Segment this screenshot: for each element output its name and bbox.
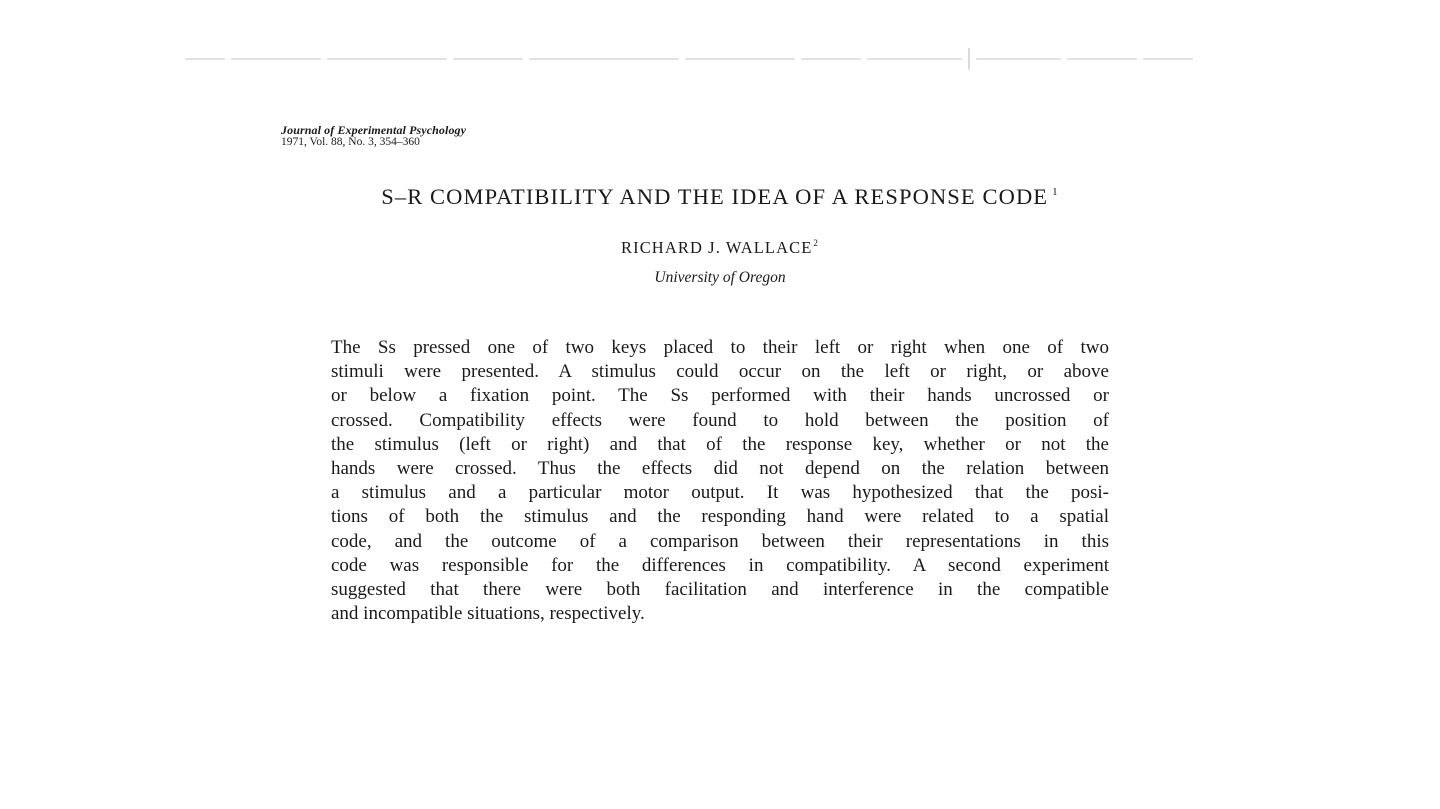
paper-author: [0, 231, 1440, 260]
abstract-line: code was responsible for the differences in compatibility. A second experiment: [331, 554, 1109, 576]
abstract-line: or below a fixation point. The Ss performed with their hands uncrossed or: [331, 385, 1109, 407]
title-footnote-marker: 1: [1052, 186, 1059, 198]
scan-header-artifact: [185, 44, 1245, 74]
abstract-line: stimuli were presented. A stimulus could occur on the left or right, or above: [331, 361, 1109, 383]
abstract: [331, 336, 1109, 626]
abstract-line: suggested that there were both facilitation and interference in the compatible: [331, 578, 1109, 600]
abstract-line: the stimulus (left or right) and that of the response key, whether or not the: [331, 433, 1109, 455]
abstract-line: tions of both the stimulus and the responding hand were related to a spatial: [331, 506, 1109, 528]
author-name: RICHARD J. WALLACE: [621, 238, 813, 257]
journal-citation: [281, 124, 466, 148]
abstract-line: a stimulus and a particular motor output. It was hypothesized that the posi-: [331, 482, 1109, 504]
abstract-line: code, and the outcome of a comparison between their representations in this: [331, 530, 1109, 552]
journal-volume-info: 1971, Vol. 88, No. 3, 354–360: [281, 136, 420, 148]
author-footnote-marker: 2: [813, 238, 819, 248]
paper-title-text: S–R COMPATIBILITY AND THE IDEA OF A RESPONSE CODE: [381, 184, 1049, 209]
abstract-line: hands were crossed. Thus the effects did not depend on the relation between: [331, 457, 1109, 479]
author-affiliation: University of Oregon: [654, 269, 786, 286]
journal-name: Journal of Experimental Psychology: [281, 123, 467, 137]
abstract-line: The Ss pressed one of two keys placed to their left or right when one of two: [331, 337, 1109, 358]
paper-title: [0, 175, 1440, 214]
abstract-line: and incompatible situations, respectively.: [331, 603, 645, 625]
abstract-line: crossed. Compatibility effects were found to hold between the position of: [331, 409, 1109, 431]
